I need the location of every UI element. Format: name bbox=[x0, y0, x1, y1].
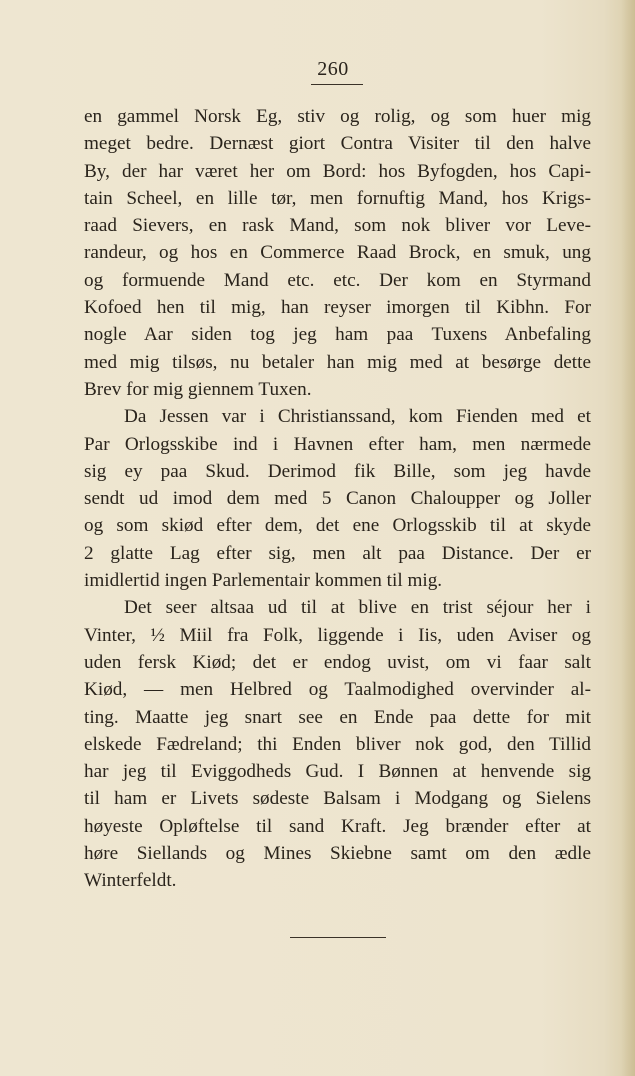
paragraph-last-line: Brev for mig giennem Tuxen. bbox=[84, 378, 312, 400]
text-line: elskede Fædreland; thi Enden bliver nok god, den Tillid bbox=[84, 733, 591, 755]
paragraph-last-line: imidlertid ingen Parlementair kommen til mig. bbox=[84, 570, 443, 592]
text-line: og som skiød efter dem, det ene Orlogsskib til at skyde bbox=[84, 515, 591, 537]
text-line: høre Siellands og Mines Skiebne samt om den ædle bbox=[84, 843, 591, 865]
text-line: sig ey paa Skud. Derimod fik Bille, som jeg havde bbox=[84, 460, 591, 482]
paragraph-first-line: Det seer altsaa ud til at blive en trist séjour her i bbox=[124, 597, 591, 619]
text-line: Kiød, — men Helbred og Taalmodighed overvinder al- bbox=[84, 679, 591, 701]
page-edge-shadow bbox=[621, 0, 635, 1076]
text-line: Vinter, ½ Miil fra Folk, liggende i Iis, uden Aviser og bbox=[84, 624, 591, 646]
end-rule bbox=[290, 937, 386, 938]
text-line: nogle Aar siden tog jeg ham paa Tuxens Anbefaling bbox=[84, 324, 591, 346]
body-text bbox=[84, 103, 591, 895]
text-line: en gammel Norsk Eg, stiv og rolig, og som huer mig bbox=[84, 106, 591, 127]
text-line: sendt ud imod dem med 5 Canon Chaloupper og Joller bbox=[84, 488, 591, 510]
text-line: raad Sievers, en rask Mand, som nok bliver vor Leve- bbox=[84, 215, 591, 237]
paragraph-first-line: Da Jessen var i Christianssand, kom Fienden med et bbox=[124, 406, 591, 428]
text-line: til ham er Livets sødeste Balsam i Modgang og Sielens bbox=[84, 788, 591, 810]
text-line: tain Scheel, en lille tør, men fornuftig Mand, hos Krigs- bbox=[84, 187, 591, 209]
text-line: med mig tilsøs, nu betaler han mig med at besørge dette bbox=[84, 351, 591, 373]
text-line: Kofoed hen til mig, han reyser imorgen til Kibhn. For bbox=[84, 297, 591, 319]
text-line: 2 glatte Lag efter sig, men alt paa Distance. Der er bbox=[84, 542, 591, 564]
text-line: ting. Maatte jeg snart see en Ende paa dette for mit bbox=[84, 706, 591, 728]
text-line: Par Orlogsskibe ind i Havnen efter ham, men nærmede bbox=[84, 433, 591, 455]
text-line: har jeg til Eviggodheds Gud. I Bønnen at henvende sig bbox=[84, 761, 591, 783]
page-number-underline bbox=[311, 84, 363, 85]
text-line: høyeste Opløftelse til sand Kraft. Jeg brænder efter at bbox=[84, 815, 591, 837]
text-line: uden fersk Kiød; det er endog uvist, om vi faar salt bbox=[84, 651, 591, 673]
text-line: randeur, og hos en Commerce Raad Brock, en smuk, ung bbox=[84, 242, 591, 264]
page-number: 260 bbox=[317, 58, 349, 80]
paragraph-last-line: Winterfeldt. bbox=[84, 870, 177, 892]
text-line: og formuende Mand etc. etc. Der kom en Styrmand bbox=[84, 269, 591, 291]
text-line: By, der har været her om Bord: hos Byfogden, hos Capi- bbox=[84, 160, 591, 182]
text-line: meget bedre. Dernæst giort Contra Visiter til den halve bbox=[84, 133, 591, 155]
